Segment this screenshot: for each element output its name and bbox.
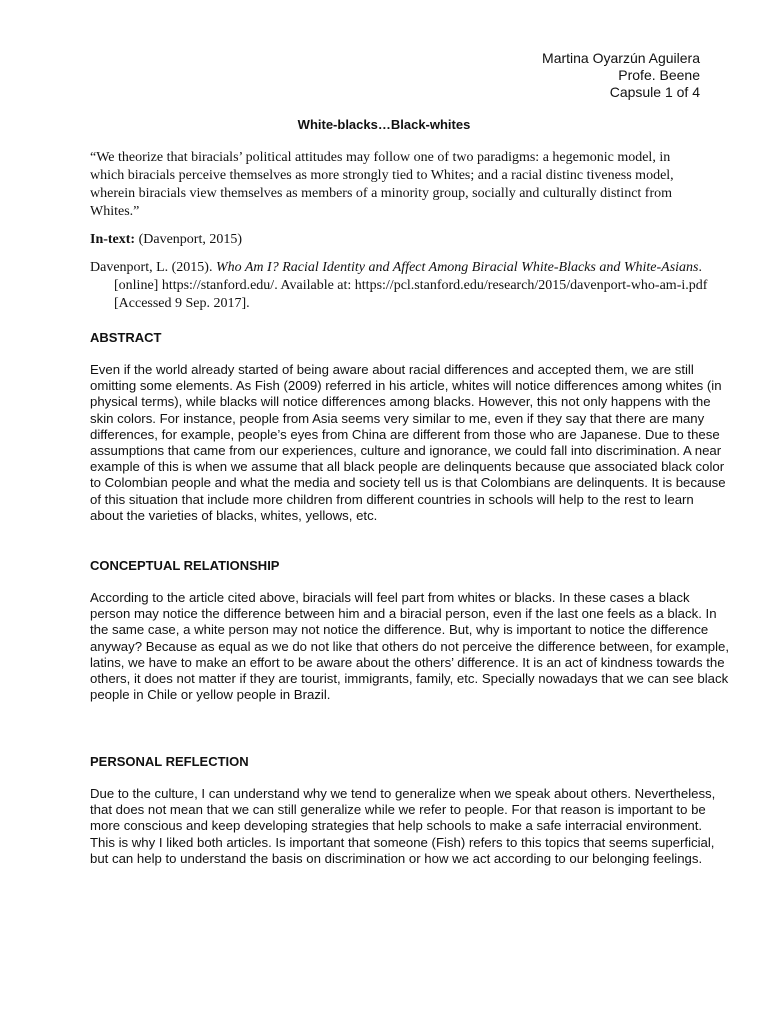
quote-paragraph: “We theorize that biracials’ political attitudes may follow one of two paradigms: a hegemonic model, in which biracials perceive themselves as more strongly tied to Whites; and a racial distinc tiveness model, wherein biracials view themselves as members of a minority group, socially and culturally distinct from Whites.”: [90, 150, 674, 219]
reference-author: Davenport, L. (2015).: [90, 260, 216, 275]
header-block: [542, 50, 700, 101]
page-title: White-blacks…Black-whites: [297, 117, 471, 132]
reference-details: . [online] https://stanford.edu/. Available at: https://pcl.stanford.edu/research/2015/davenport-who-am-i.pdf [Accessed 9 Sep. 2017].: [114, 260, 708, 311]
reference-title: Who Am I? Racial Identity and Affect Among Biracial White-Blacks and White-Asians: [215, 260, 699, 275]
abstract-text: Even if the world already started of being aware about racial differences and accepted them, we are still omitting some elements. As Fish (2009) referred in his article, whites will notice differences among whites (in physical terms), while blacks will notice differences among blacks. However, this not only happens with the skin colors. For instance, people from Asia seems very similar to me, even if they say that there are many differences, for example, people’s eyes from China are different from those who are Japanese. Due to these assumptions that came from our experiences, culture and ignorance, we could fall into discrimination. A near example of this is when we assume that all black people are delinquents because que associated black color to Colombian people and what the media and society tell us is that Colombians are delinquents. It is because of this situation that include more children from different countries in schools will help to the rest to learn about the varieties of blacks, whites, yellows, etc.: [90, 362, 726, 523]
intext-value: (Davenport, 2015): [135, 232, 243, 247]
conceptual-relationship-heading: CONCEPTUAL RELATIONSHIP: [90, 558, 280, 573]
personal-reflection-heading: PERSONAL REFLECTION: [90, 754, 249, 769]
abstract-heading: ABSTRACT: [90, 330, 162, 345]
reference-entry: [90, 259, 739, 313]
personal-reflection-text: Due to the culture, I can understand why we tend to generalize when we speak about others. Nevertheless, that does not mean that we can still generalize while we refer to people. For that reason is important to be more conscious and keep developing strategies that help schools to make a safe interracial environment. This is why I liked both articles. Is important that someone (Fish) refers to this topics that seems superficial, but can help to understand the basis on discrimination or how we act according to our belonging feelings.: [90, 786, 716, 866]
conceptual-relationship-text: According to the article cited above, biracials will feel part from whites or blacks. In these cases a black person may notice the difference between him and a biracial person, even if the last one feels as a black. In the same case, a white person may not notice the difference. But, why is important to notice the difference anyway? Because as equal as we do not like that others do not perceive the difference between, for example, latins, we have to make an effort to be aware about the others’ difference. It is an act of kindness towards the others, it does not matter if they are tourist, immigrants, family, etc. Specially nowadays that we can see black people in Chile or yellow people in Brazil.: [90, 590, 730, 703]
author-name: Martina Oyarzún Aguilera: [542, 50, 700, 66]
teacher-name: Profe. Beene: [618, 67, 700, 83]
intext-label: In-text:: [90, 232, 136, 247]
capsule-label: Capsule 1 of 4: [609, 84, 700, 100]
intext-citation: [90, 232, 242, 248]
